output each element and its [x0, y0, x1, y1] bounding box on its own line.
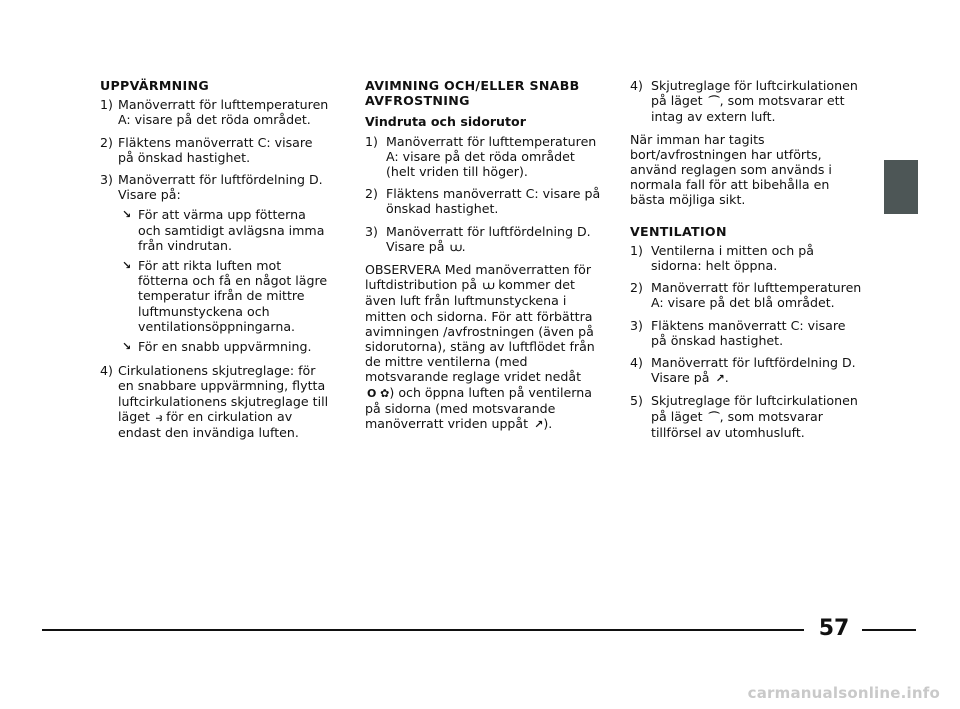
list-item — [630, 393, 862, 440]
item-number: 1) — [365, 133, 378, 149]
item-text — [651, 393, 862, 440]
note-text: kommer det även luft från luftmunstyckena i mitten och sidorna. För att förbättra avimningen /avfrostningen (även på sidorutorna), stäng av luftflödet från de mittre ventilerna (med motsvarande reglage vridet nedåt — [365, 277, 595, 385]
item-text: Fläktens manöverratt C: visare på önskad hastighet. — [651, 317, 846, 348]
item-text: Ventilerna i mitten och på sidorna: helt öppna. — [651, 242, 814, 274]
item-text-part: för en cirkulation av endast den invändiga luften. — [118, 408, 299, 441]
item-number: 3) — [630, 317, 643, 333]
list-item — [630, 355, 862, 386]
face-vent-icon: ↗ — [715, 372, 725, 386]
note-text: ). — [543, 416, 553, 432]
windshield-defrost-icon: ⩊ — [450, 240, 462, 254]
windshield-defrost-icon: ⩊ — [483, 279, 495, 293]
item-number: 4) — [630, 78, 643, 93]
item-number: 3) — [100, 172, 113, 188]
subheading-windows: Vindruta och sidorutor — [365, 114, 526, 130]
item-text-part: Manöverratt för luftfördelning D. Visare på — [651, 355, 856, 386]
list-item — [365, 186, 601, 216]
note-text: OBSERVERA Med manöverratten för luftdistribution på — [365, 262, 592, 293]
item-text — [118, 363, 332, 440]
list-item — [630, 243, 862, 273]
item-text-part: . — [724, 370, 729, 386]
list-item — [100, 172, 332, 202]
sub-item-feet-vents — [122, 258, 332, 334]
sub-item-text: För att rikta luften mot fötterna och få en något lägre temperatur ifrån de mittre luftmunstyckena och ventilationsöppningarna. — [138, 258, 328, 334]
sub-item-text: För en snabb uppvärmning. — [138, 339, 312, 355]
item-text-part: . — [461, 238, 466, 254]
item-text — [651, 78, 862, 125]
chapter-tab — [884, 160, 918, 214]
spacer — [630, 214, 862, 224]
section-heading-ventilation: VENTILATION — [630, 223, 727, 239]
outside-air-icon: ⌒ — [708, 95, 720, 109]
list-item — [630, 78, 862, 125]
item-number: 1) — [100, 97, 113, 113]
item-text-part: Manöverratt för luftfördelning D. Visare på — [386, 223, 591, 254]
item-number: 5) — [630, 393, 643, 409]
item-number: 2) — [630, 280, 643, 296]
item-number: 2) — [365, 186, 378, 202]
page-number: 57 — [818, 616, 850, 641]
note-paragraph — [365, 262, 601, 432]
recirculation-icon: ⥽ — [155, 410, 163, 424]
list-item — [630, 280, 862, 310]
list-item — [100, 363, 332, 440]
sub-item-fast-heat — [122, 339, 332, 354]
item-number: 2) — [100, 134, 113, 150]
vent-closed-icon: O ✿ — [367, 386, 390, 400]
item-text-part: , som motsvarar ett intag av extern luft. — [651, 93, 845, 125]
item-text-part: Skjutreglage för luftcirkulationen på läget — [651, 78, 858, 109]
item-text — [651, 355, 862, 386]
item-text: Manöverratt för lufttemperaturen A: visare på det röda området (helt vriden till höger). — [386, 133, 597, 180]
item-text: Manöverratt för lufttemperaturen A: visare på det blå området. — [651, 280, 862, 311]
note-text: ) och öppna luften på ventilerna på sidorna (med motsvarande manöverratt vriden uppåt — [365, 384, 592, 432]
watermark: carmanualsonline.info — [747, 684, 940, 702]
section-heading-defrost: AVIMNING OCH/ELLER SNABB AVFROSTNING — [365, 78, 580, 109]
feet-windshield-icon: ↘ — [122, 208, 132, 222]
item-text — [386, 224, 601, 255]
column-defrost — [365, 78, 601, 438]
list-item — [100, 135, 332, 165]
item-text: Manöverratt för lufttemperaturen A: visare på det röda området. — [118, 97, 329, 128]
item-number: 4) — [100, 363, 113, 379]
paragraph: När imman har tagits bort/avfrostningen har utförts, använd reglagen som används i normala fall för att bibehålla en bästa möjliga sikt. — [630, 131, 832, 208]
item-text-part: Cirkulationens skjutreglage: för en snabbare uppvärmning, flytta luftcirkulationens skjutreglage till läget — [118, 363, 329, 424]
list-item — [630, 318, 862, 348]
item-text: Manöverratt för luftfördelning D. Visare på: — [118, 172, 323, 203]
feet-icon: ↗ — [534, 418, 544, 432]
item-text-part: , som motsvarar tillförsel av utomhusluft. — [651, 408, 823, 440]
footer-rule — [862, 629, 916, 631]
item-number: 4) — [630, 355, 643, 371]
item-number: 3) — [365, 223, 378, 239]
outside-air-icon: ⌒ — [708, 410, 720, 424]
item-number: 1) — [630, 242, 643, 258]
list-item — [100, 97, 332, 127]
column-heating — [100, 78, 332, 447]
list-item — [365, 224, 601, 255]
sub-item-feet-defrost — [122, 207, 332, 253]
item-text: Fläktens manöverratt C: visare på önskad hastighet. — [118, 134, 313, 165]
item-text-part: Skjutreglage för luftcirkulationen på läget — [651, 393, 858, 424]
item-text: Fläktens manöverratt C: visare på önskad hastighet. — [386, 186, 601, 217]
list-item — [365, 134, 601, 180]
column-ventilation — [630, 78, 862, 447]
section-heading-heating: UPPVÄRMNING — [100, 78, 209, 93]
feet-vents-icon: ↘ — [122, 259, 132, 273]
sub-item-text: För att värma upp fötterna och samtidigt avlägsna imma från vindrutan. — [138, 207, 325, 253]
footer-rule — [42, 629, 804, 631]
feet-icon: ↘ — [122, 340, 132, 354]
